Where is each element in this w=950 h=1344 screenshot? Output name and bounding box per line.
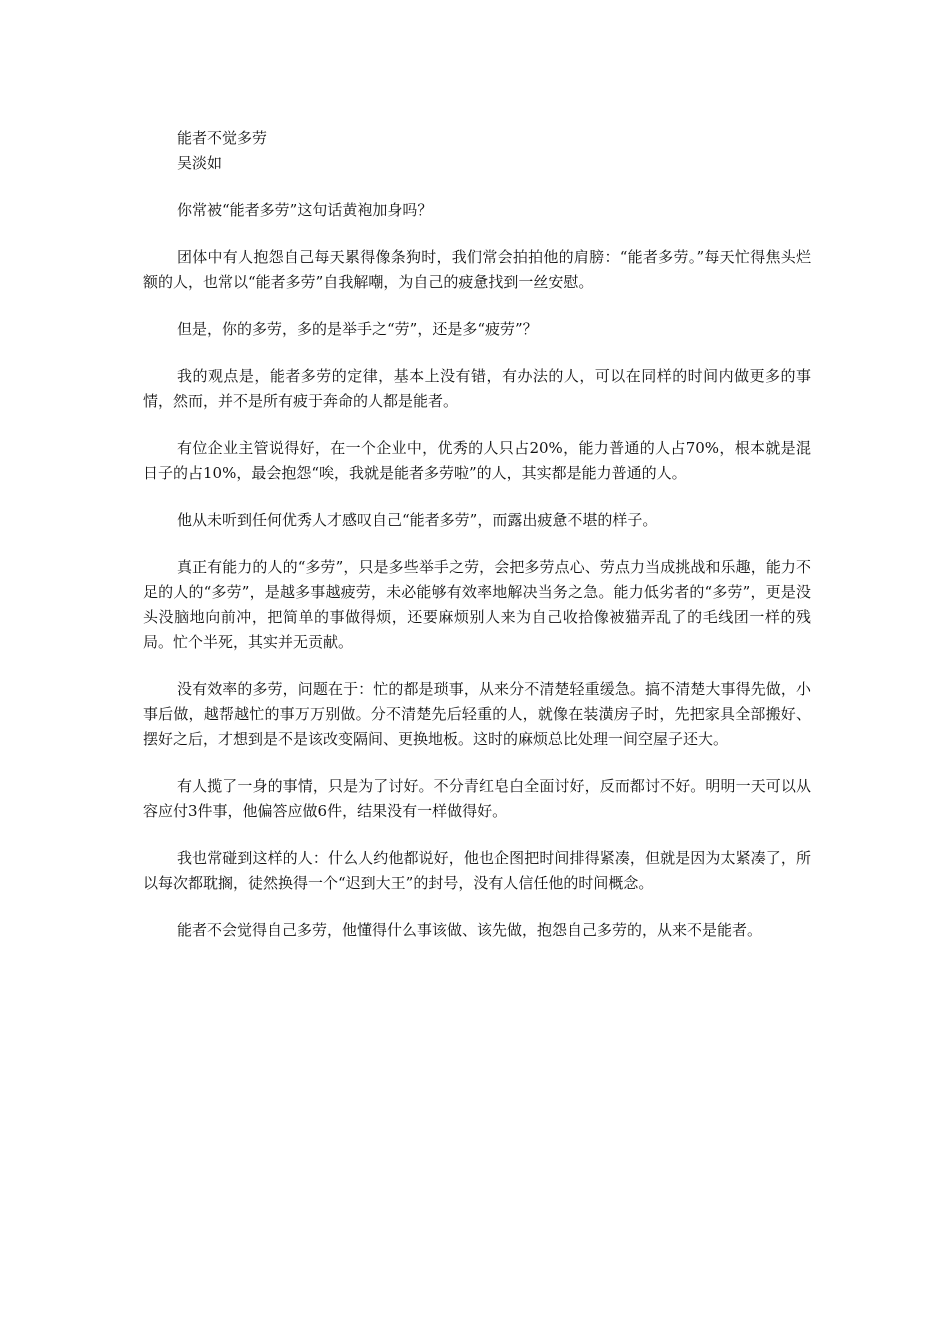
- paragraph-6: 他从未听到任何优秀人才感叹自己“能者多劳”，而露出疲惫不堪的样子。: [177, 511, 658, 529]
- article-title: 能者不觉多劳: [177, 129, 268, 147]
- paragraph-2: 团体中有人抱怨自己每天累得像条狗时，我们常会拍拍他的肩膀：“能者多劳。”每天忙得焦头烂额的人，也常以“能者多劳”自我解嘲，为自己的疲惫找到一丝安慰。: [143, 248, 811, 291]
- paragraph-11: 能者不会觉得自己多劳，他懂得什么事该做、该先做，抱怨自己多劳的，从来不是能者。: [177, 921, 763, 939]
- paragraph-5: 有位企业主管说得好，在一个企业中，优秀的人只占20%，能力普通的人占70%，根本就是混日子的占10%，最会抱怨“唉，我就是能者多劳啦”的人，其实都是能力普通的人。: [143, 439, 811, 482]
- paragraph-10: 我也常碰到这样的人：什么人约他都说好，他也企图把时间排得紧凑，但就是因为太紧凑了，所以每次都耽搁，徒然换得一个“迟到大王”的封号，没有人信任他的时间概念。: [143, 849, 811, 892]
- paragraph-4: 我的观点是，能者多劳的定律，基本上没有错，有办法的人，可以在同样的时间内做更多的事情，然而，并不是所有疲于奔命的人都是能者。: [143, 367, 811, 410]
- paragraph-3: 但是，你的多劳，多的是举手之“劳”，还是多“疲劳”？: [177, 320, 538, 338]
- article-author: 吴淡如: [177, 154, 223, 172]
- paragraph-9: 有人揽了一身的事情，只是为了讨好。不分青红皂白全面讨好，反而都讨不好。明明一天可以从容应付3件事，他偏答应做6件，结果没有一样做得好。: [143, 777, 811, 820]
- paragraph-7: 真正有能力的人的“多劳”，只是多些举手之劳，会把多劳点心、劳点力当成挑战和乐趣，能力不足的人的“多劳”，是越多事越疲劳，未必能够有效率地解决当务之急。能力低劣者的“多劳”，更是没头没脑地向前冲，把简单的事做得烦，还要麻烦别人来为自己收拾像被猫弄乱了的毛线团一样的残局。忙个半死，其实并无贡献。: [143, 558, 811, 651]
- document-body: [143, 126, 811, 965]
- paragraph-8: 没有效率的多劳，问题在于：忙的都是琐事，从来分不清楚轻重缓急。搞不清楚大事得先做，小事后做，越帮越忙的事万万别做。分不清楚先后轻重的人，就像在装潢房子时，先把家具全部搬好、摆好之后，才想到是不是该改变隔间、更换地板。这时的麻烦总比处理一间空屋子还大。: [143, 680, 811, 748]
- paragraph-1: 你常被“能者多劳”这句话黄袍加身吗？: [177, 201, 433, 219]
